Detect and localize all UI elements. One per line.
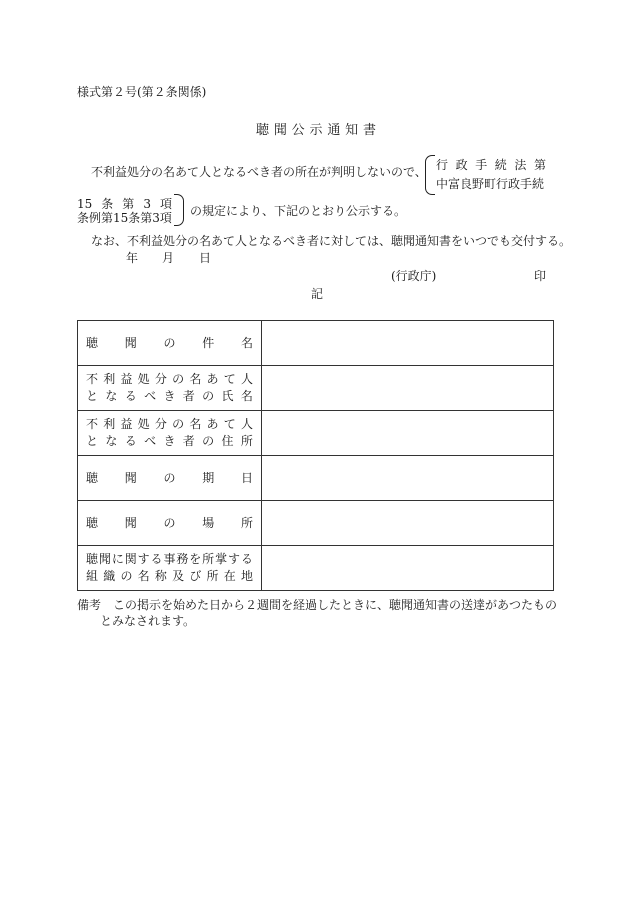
row-value-cell[interactable]: [262, 366, 554, 411]
char: 15: [77, 197, 93, 211]
char: 聞: [124, 515, 137, 530]
char: 3: [143, 197, 151, 211]
date-month-label: 月: [162, 251, 175, 265]
char: 公: [291, 123, 305, 138]
char: き: [163, 389, 176, 403]
row-value-cell[interactable]: [262, 321, 554, 366]
seal-label: 印: [534, 269, 547, 283]
char: 分: [154, 417, 167, 431]
char: 住: [221, 434, 234, 448]
row-label-line: [86, 515, 253, 532]
char: す: [227, 552, 240, 566]
row-label-line: [86, 388, 253, 405]
char: の: [163, 335, 176, 350]
row-label: [78, 456, 262, 501]
row-label-line: [86, 416, 253, 433]
row-label: [78, 411, 262, 456]
row-label-line: [86, 433, 253, 450]
char: 所: [240, 515, 253, 530]
char: 掌: [215, 552, 228, 566]
char: 続: [494, 158, 507, 172]
table-row: [78, 546, 554, 591]
char: 法: [514, 158, 527, 172]
char: 第: [533, 158, 546, 172]
char: 日: [240, 470, 253, 485]
char: 政: [455, 158, 468, 172]
row-label-line: [86, 371, 253, 388]
body-line-2-tail: の規定により、下記のとおり公示する。: [190, 204, 407, 218]
char: の: [172, 372, 185, 386]
char: 期: [202, 470, 215, 485]
table-row: [78, 321, 554, 366]
char: 第: [122, 197, 135, 211]
char: す: [137, 552, 150, 566]
form-number: 様式第２号(第２条関係): [77, 85, 207, 99]
char: 所: [240, 434, 253, 448]
table-row: [78, 366, 554, 411]
bracket-lower-line-2: 条例第15条第3項: [77, 211, 172, 225]
char: 項: [159, 197, 172, 211]
char: て: [223, 417, 236, 431]
char: 益: [120, 417, 133, 431]
char: 名: [189, 372, 202, 386]
char: 不: [86, 417, 99, 431]
char: 場: [202, 515, 215, 530]
char: と: [86, 434, 99, 448]
agency-label: (行政庁): [391, 269, 437, 283]
char: 地: [240, 569, 253, 583]
char: の: [163, 470, 176, 485]
char: 組: [86, 569, 99, 583]
char: 織: [103, 569, 116, 583]
ki-label: 記: [311, 287, 324, 301]
char: 聴: [86, 470, 99, 485]
char: 及: [172, 569, 185, 583]
char: 聴: [86, 552, 99, 566]
char: と: [86, 389, 99, 403]
table-row: [78, 411, 554, 456]
char: 益: [120, 372, 133, 386]
body-line-3: なお、不利益処分の名あて人となるべき者に対しては、聴聞通知書をいつでも交付する。: [91, 234, 572, 248]
char: て: [223, 372, 236, 386]
hearing-details-table: [77, 320, 554, 591]
char: 人: [240, 417, 253, 431]
note-line-2: とみなされます。: [100, 614, 196, 628]
char: 聞: [124, 335, 137, 350]
char: の: [163, 515, 176, 530]
char: の: [202, 389, 215, 403]
note-line-1: この掲示を始めた日から２週間を経過したときに、聴聞通知書の送達があつたもの: [113, 598, 558, 612]
char: 書: [362, 123, 376, 138]
char: 処: [137, 372, 150, 386]
row-label-line: [86, 551, 253, 568]
row-label: [78, 501, 262, 546]
char: 氏: [221, 389, 234, 403]
char: 者: [182, 389, 195, 403]
char: 処: [137, 417, 150, 431]
char: の: [172, 417, 185, 431]
row-value-cell[interactable]: [262, 411, 554, 456]
char: 不: [86, 372, 99, 386]
body-line-1: 不利益処分の名あて人となるべき者の所在が判明しないので、: [91, 165, 427, 179]
row-label-line: [86, 335, 253, 352]
table-row: [78, 456, 554, 501]
char: 件: [202, 335, 215, 350]
char: 名: [137, 569, 150, 583]
date-year-label: 年: [126, 251, 139, 265]
bracket-right: [174, 194, 184, 226]
row-label: [78, 546, 262, 591]
char: 関: [124, 552, 137, 566]
char: 務: [176, 552, 189, 566]
char: あ: [206, 417, 219, 431]
char: 名: [189, 417, 202, 431]
bracket-upper-line-2: 中富良野町行政手続: [436, 177, 545, 191]
row-value-cell[interactable]: [262, 456, 554, 501]
char: の: [202, 434, 215, 448]
row-value-cell[interactable]: [262, 546, 554, 591]
char: る: [124, 389, 137, 403]
char: 称: [154, 569, 167, 583]
char: 条: [101, 197, 114, 211]
char: 在: [223, 569, 236, 583]
char: 分: [154, 372, 167, 386]
date-day-label: 日: [199, 251, 212, 265]
title-text: [256, 123, 376, 139]
row-label-line: [86, 568, 253, 585]
char: 所: [206, 569, 219, 583]
char: る: [150, 552, 163, 566]
bracket-upper-line-1: [436, 157, 546, 173]
row-label: [78, 321, 262, 366]
char: に: [111, 552, 124, 566]
char: な: [105, 389, 118, 403]
char: べ: [144, 389, 157, 403]
row-value-cell[interactable]: [262, 501, 554, 546]
char: 利: [103, 372, 116, 386]
char: る: [240, 552, 253, 566]
char: び: [189, 569, 202, 583]
char: き: [163, 434, 176, 448]
bracket-upper-text-1: [436, 157, 546, 173]
char: べ: [144, 434, 157, 448]
char: 人: [240, 372, 253, 386]
char: 示: [309, 123, 323, 138]
char: を: [189, 552, 202, 566]
char: 名: [240, 389, 253, 403]
char: 聞: [273, 123, 287, 138]
char: 聞: [124, 470, 137, 485]
note-label: 備考: [77, 598, 102, 612]
char: 知: [345, 123, 359, 138]
char: 聞: [98, 552, 111, 566]
char: 聴: [86, 515, 99, 530]
char: 名: [240, 335, 253, 350]
char: あ: [206, 372, 219, 386]
table-row: [78, 501, 554, 546]
char: の: [120, 569, 133, 583]
char: 事: [163, 552, 176, 566]
char: 聴: [256, 123, 270, 138]
document-title: [256, 123, 376, 139]
char: な: [105, 434, 118, 448]
bracket-left: [425, 155, 435, 195]
row-label-line: [86, 470, 253, 487]
char: 通: [327, 123, 341, 138]
char: 聴: [86, 335, 99, 350]
char: 利: [103, 417, 116, 431]
row-label: [78, 366, 262, 411]
char: 者: [182, 434, 195, 448]
char: 手: [475, 158, 488, 172]
char: る: [124, 434, 137, 448]
char: 行: [436, 158, 449, 172]
char: 所: [202, 552, 215, 566]
